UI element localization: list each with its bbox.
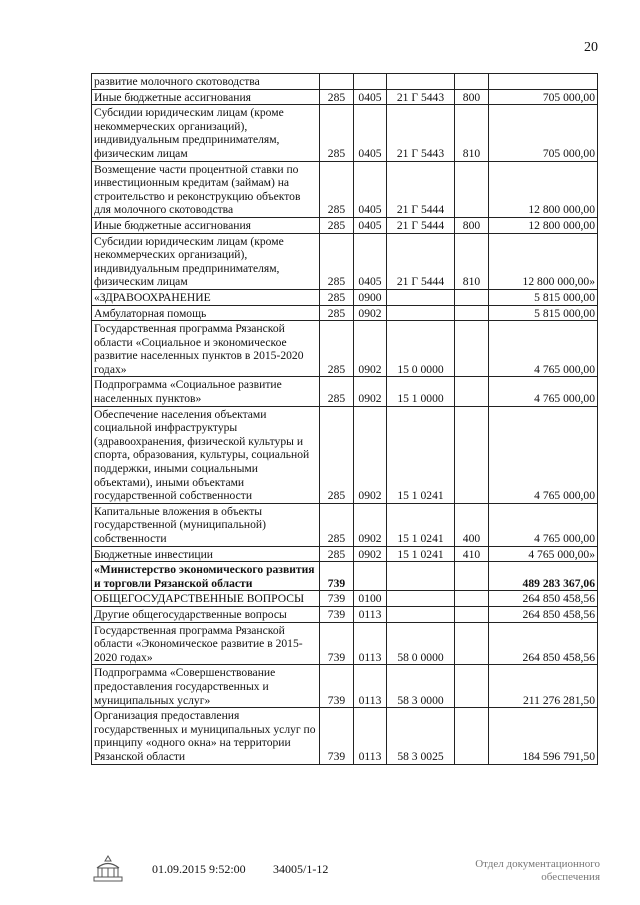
row-vr: 400: [455, 503, 489, 546]
row-cs: 15 0 0000: [387, 321, 455, 377]
row-sum: 264 850 458,56: [489, 622, 598, 665]
row-vr: [455, 406, 489, 503]
row-name: Амбулаторная помощь: [92, 305, 320, 321]
footer-datetime: 01.09.2015 9:52:00: [152, 862, 246, 876]
row-gr: 739: [320, 622, 354, 665]
row-vr: 810: [455, 233, 489, 289]
row-cs: [387, 562, 455, 591]
row-cs: [387, 606, 455, 622]
row-vr: [455, 665, 489, 708]
row-cs: 58 3 0000: [387, 665, 455, 708]
row-vr: [455, 562, 489, 591]
row-sum: 705 000,00: [489, 89, 598, 105]
row-vr: 800: [455, 217, 489, 233]
table-row: [92, 606, 598, 622]
row-gr: 739: [320, 606, 354, 622]
row-rz: 0902: [354, 546, 387, 562]
table-row: [92, 708, 598, 764]
row-sum: 5 815 000,00: [489, 289, 598, 305]
row-cs: [387, 305, 455, 321]
row-cs: 21 Г 5443: [387, 105, 455, 161]
row-gr: 285: [320, 89, 354, 105]
table-row: [92, 161, 598, 217]
row-rz: [354, 562, 387, 591]
duma-logo-icon: [88, 852, 128, 886]
row-sum: 4 765 000,00: [489, 406, 598, 503]
row-sum: 4 765 000,00: [489, 377, 598, 406]
row-gr: 285: [320, 503, 354, 546]
row-name: развитие молочного скотоводства: [92, 74, 320, 90]
row-rz: 0405: [354, 89, 387, 105]
row-gr: 285: [320, 233, 354, 289]
row-rz: [354, 74, 387, 90]
row-vr: [455, 321, 489, 377]
row-cs: 21 Г 5444: [387, 161, 455, 217]
row-cs: 15 1 0000: [387, 377, 455, 406]
row-sum: 264 850 458,56: [489, 606, 598, 622]
row-name: Иные бюджетные ассигнования: [92, 89, 320, 105]
table-row: [92, 233, 598, 289]
row-rz: 0113: [354, 665, 387, 708]
row-sum: 4 765 000,00»: [489, 546, 598, 562]
row-vr: 410: [455, 546, 489, 562]
row-vr: [455, 622, 489, 665]
row-vr: 800: [455, 89, 489, 105]
row-name: «Министерство экономического развития и торговли Рязанской области: [92, 562, 320, 591]
row-sum: 12 800 000,00: [489, 161, 598, 217]
row-gr: 739: [320, 665, 354, 708]
row-gr: 739: [320, 562, 354, 591]
row-gr: 285: [320, 406, 354, 503]
table-row: [92, 105, 598, 161]
row-rz: 0405: [354, 233, 387, 289]
table-row: [92, 321, 598, 377]
row-cs: 21 Г 5443: [387, 89, 455, 105]
row-gr: 285: [320, 289, 354, 305]
row-name: Другие общегосударственные вопросы: [92, 606, 320, 622]
row-cs: 15 1 0241: [387, 406, 455, 503]
row-vr: [455, 74, 489, 90]
row-name: Субсидии юридическим лицам (кроме некоммерческих организаций), индивидуальным предпринимателям, физическим лицам: [92, 105, 320, 161]
stamp-line-2: обеспечения: [541, 871, 600, 883]
row-rz: 0113: [354, 622, 387, 665]
table-row: [92, 89, 598, 105]
row-name: Капитальные вложения в объекты государственной (муниципальной) собственности: [92, 503, 320, 546]
row-vr: [455, 606, 489, 622]
table-row: [92, 289, 598, 305]
row-gr: 739: [320, 591, 354, 607]
row-gr: 285: [320, 217, 354, 233]
row-name: Государственная программа Рязанской области «Социальное и экономическое развитие населенных пунктов в 2015-2020 годах»: [92, 321, 320, 377]
row-cs: 58 0 0000: [387, 622, 455, 665]
row-sum: 5 815 000,00: [489, 305, 598, 321]
table-row: [92, 622, 598, 665]
row-rz: 0902: [354, 305, 387, 321]
row-vr: [455, 161, 489, 217]
row-cs: [387, 289, 455, 305]
row-cs: 15 1 0241: [387, 546, 455, 562]
row-gr: 739: [320, 708, 354, 764]
row-rz: 0902: [354, 377, 387, 406]
row-rz: 0113: [354, 708, 387, 764]
footer-doc-ref: 34005/1-12: [273, 862, 329, 876]
row-sum: 184 596 791,50: [489, 708, 598, 764]
row-rz: 0100: [354, 591, 387, 607]
row-name: Иные бюджетные ассигнования: [92, 217, 320, 233]
table-row: [92, 665, 598, 708]
row-vr: [455, 289, 489, 305]
row-cs: 21 Г 5444: [387, 217, 455, 233]
row-cs: 15 1 0241: [387, 503, 455, 546]
stamp-line-1: Отдел документационного: [475, 858, 600, 870]
row-vr: [455, 591, 489, 607]
row-cs: 21 Г 5444: [387, 233, 455, 289]
row-rz: 0902: [354, 503, 387, 546]
row-sum: 4 765 000,00: [489, 503, 598, 546]
row-name: Государственная программа Рязанской области «Экономическое развитие в 2015-2020 годах»: [92, 622, 320, 665]
row-gr: 285: [320, 546, 354, 562]
row-cs: [387, 591, 455, 607]
row-name: ОБЩЕГОСУДАРСТВЕННЫЕ ВОПРОСЫ: [92, 591, 320, 607]
row-sum: 4 765 000,00: [489, 321, 598, 377]
row-gr: 285: [320, 377, 354, 406]
row-sum: 489 283 367,06: [489, 562, 598, 591]
row-name: Организация предоставления государственных и муниципальных услуг по принципу «одного окна» на территории Рязанской области: [92, 708, 320, 764]
row-rz: 0405: [354, 161, 387, 217]
row-sum: 12 800 000,00»: [489, 233, 598, 289]
row-gr: 285: [320, 321, 354, 377]
row-rz: 0902: [354, 321, 387, 377]
row-sum: 211 276 281,50: [489, 665, 598, 708]
table-row: [92, 377, 598, 406]
table-row: [92, 562, 598, 591]
row-sum: [489, 74, 598, 90]
table-row: [92, 217, 598, 233]
department-stamp: [475, 858, 600, 884]
row-name: Подпрограмма «Совершенствование предоставления государственных и муниципальных услуг»: [92, 665, 320, 708]
row-vr: 810: [455, 105, 489, 161]
table-row: [92, 406, 598, 503]
table-row: [92, 74, 598, 90]
row-gr: 285: [320, 161, 354, 217]
row-sum: 705 000,00: [489, 105, 598, 161]
row-cs: [387, 74, 455, 90]
row-gr: 285: [320, 305, 354, 321]
table-row: [92, 503, 598, 546]
row-name: Бюджетные инвестиции: [92, 546, 320, 562]
budget-table: [91, 73, 598, 765]
row-rz: 0405: [354, 105, 387, 161]
row-vr: [455, 305, 489, 321]
row-rz: 0113: [354, 606, 387, 622]
row-sum: 12 800 000,00: [489, 217, 598, 233]
row-name: «ЗДРАВООХРАНЕНИЕ: [92, 289, 320, 305]
row-name: Возмещение части процентной ставки по инвестиционным кредитам (займам) на строительство и реконструкцию объектов для молочного скотоводства: [92, 161, 320, 217]
row-name: Субсидии юридическим лицам (кроме некоммерческих организаций), индивидуальным предпринимателям, физическим лицам: [92, 233, 320, 289]
page-number: 20: [584, 40, 598, 55]
row-name: Подпрограмма «Социальное развитие населенных пунктов»: [92, 377, 320, 406]
row-gr: [320, 74, 354, 90]
row-gr: 285: [320, 105, 354, 161]
table-row: [92, 305, 598, 321]
table-row: [92, 546, 598, 562]
row-rz: 0900: [354, 289, 387, 305]
row-cs: 58 3 0025: [387, 708, 455, 764]
table-row: [92, 591, 598, 607]
row-vr: [455, 708, 489, 764]
row-name: Обеспечение населения объектами социальной инфраструктуры (здравоохранения, физической культуры и спорта, образования, культуры, социальной поддержки, иными социальными объектами), иными объектами государственной собственности: [92, 406, 320, 503]
row-rz: 0902: [354, 406, 387, 503]
row-sum: 264 850 458,56: [489, 591, 598, 607]
row-rz: 0405: [354, 217, 387, 233]
row-vr: [455, 377, 489, 406]
